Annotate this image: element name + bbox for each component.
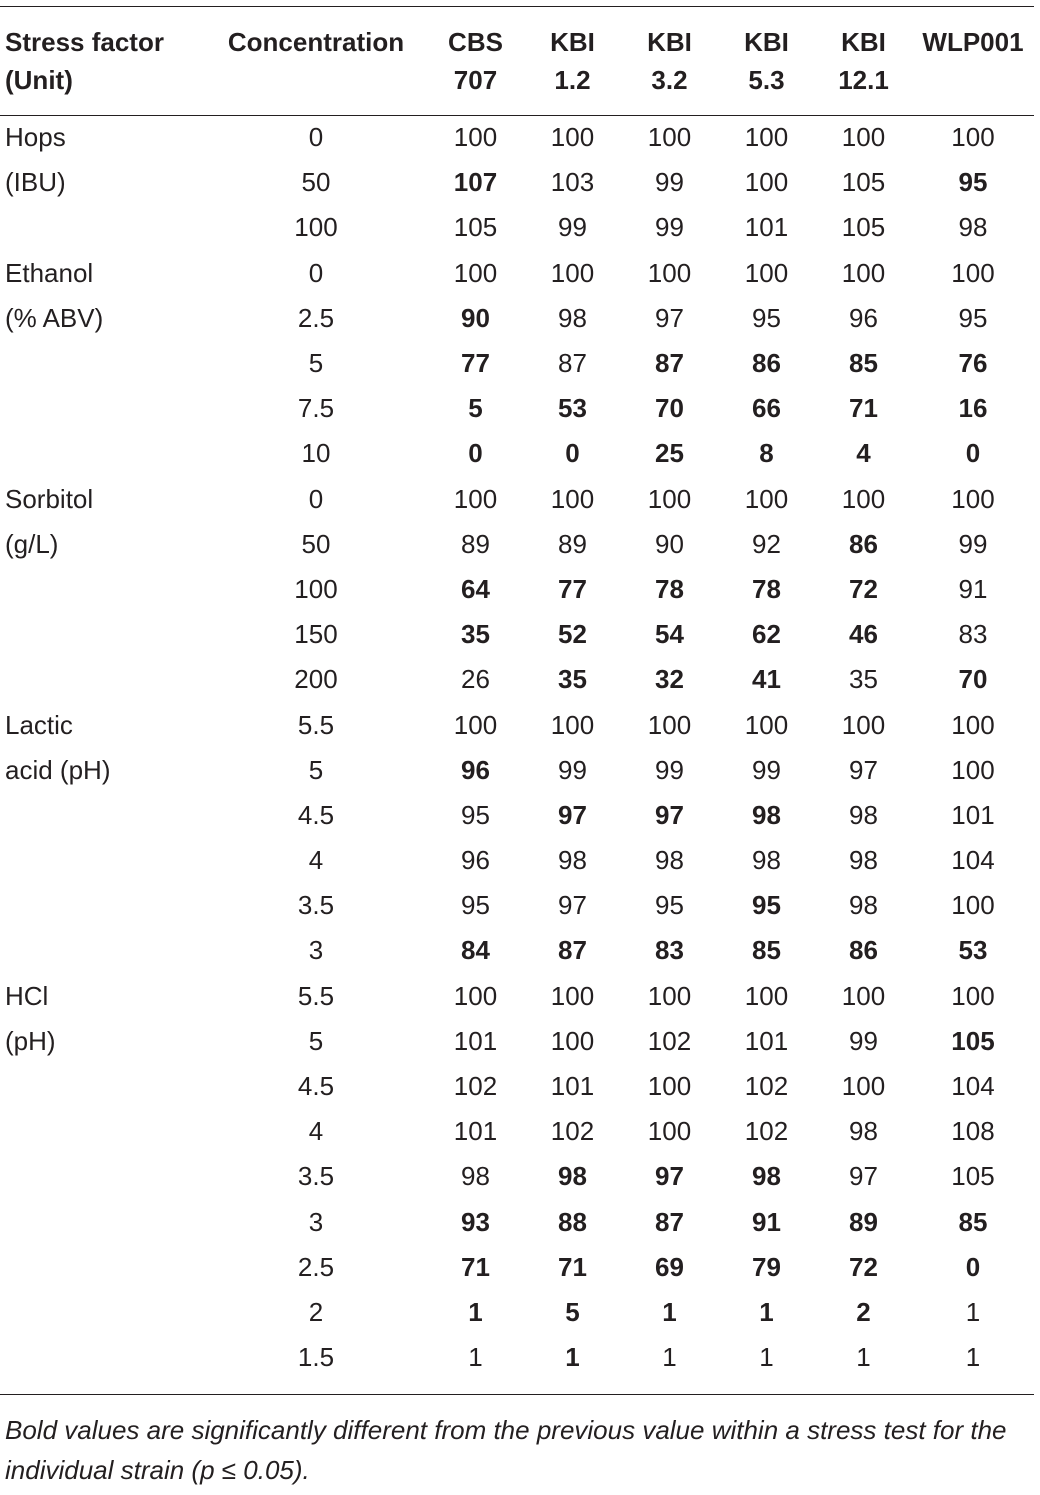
- stress-factor-cell: [0, 1290, 205, 1335]
- value-cell: 71: [558, 1251, 587, 1282]
- value-cell: 4: [856, 438, 871, 469]
- value-cell: 100: [841, 122, 886, 153]
- column-header: [912, 6, 1034, 115]
- value-cell: 95: [752, 302, 781, 333]
- value-cell: 99: [655, 167, 684, 198]
- table-row: [0, 341, 1034, 386]
- value-cell: 89: [849, 1206, 878, 1237]
- value-cell: 1: [965, 1342, 981, 1373]
- value-cell: 32: [655, 664, 684, 695]
- concentration-cell: 7.5: [297, 393, 335, 424]
- value-cell: 102: [453, 1071, 498, 1102]
- value-cell: 1: [759, 1296, 774, 1327]
- stress-factor-cell: [0, 567, 205, 612]
- table-row: [0, 1154, 1034, 1199]
- stress-table: [0, 6, 1034, 1380]
- column-header: [718, 6, 815, 115]
- stress-factor-cell: Hops: [5, 122, 66, 153]
- header-line: (Unit): [5, 65, 73, 95]
- value-cell: 100: [647, 1116, 692, 1147]
- column-header: [0, 6, 205, 115]
- value-cell: 98: [958, 212, 988, 243]
- value-cell: 78: [655, 573, 684, 604]
- concentration-cell: 50: [301, 167, 331, 198]
- table-row: [0, 522, 1034, 567]
- value-cell: 96: [849, 302, 878, 333]
- concentration-cell: 4: [308, 845, 324, 876]
- value-cell: 16: [958, 393, 988, 424]
- value-cell: 86: [849, 528, 878, 559]
- value-cell: 100: [453, 122, 498, 153]
- value-cell: 104: [951, 845, 995, 876]
- value-cell: 87: [558, 935, 587, 966]
- value-cell: 64: [461, 573, 490, 604]
- table-row: [0, 251, 1034, 296]
- header-line: 1.2: [554, 65, 591, 95]
- value-cell: 87: [558, 348, 587, 379]
- concentration-cell: 5: [308, 348, 324, 379]
- table-row: [0, 205, 1034, 250]
- stress-factor-cell: [0, 1064, 205, 1109]
- value-cell: 1: [856, 1342, 871, 1373]
- value-cell: 70: [655, 393, 684, 424]
- value-cell: 108: [951, 1116, 995, 1147]
- concentration-cell: 4: [308, 1116, 324, 1147]
- value-cell: 97: [849, 1161, 878, 1192]
- concentration-cell: 100: [294, 212, 338, 243]
- stress-factor-cell: (IBU): [5, 167, 66, 198]
- value-cell: 100: [744, 709, 789, 740]
- value-cell: 1: [965, 1296, 981, 1327]
- table-row: [0, 883, 1034, 928]
- value-cell: 100: [841, 483, 886, 514]
- value-cell: 101: [744, 212, 789, 243]
- table-row: [0, 477, 1034, 522]
- value-cell: 35: [461, 619, 490, 650]
- value-cell: 100: [841, 1071, 886, 1102]
- value-cell: 102: [647, 1025, 692, 1056]
- value-cell: 98: [558, 1161, 587, 1192]
- value-cell: 105: [841, 167, 886, 198]
- header-line: Stress factor: [5, 27, 164, 57]
- concentration-cell: 2.5: [297, 302, 335, 333]
- value-cell: 95: [655, 890, 684, 921]
- value-cell: 41: [752, 664, 781, 695]
- value-cell: 25: [655, 438, 684, 469]
- value-cell: 100: [744, 483, 789, 514]
- header-line: KBI: [841, 27, 886, 57]
- stress-factor-cell: [0, 612, 205, 657]
- header-row: [0, 6, 1034, 115]
- concentration-cell: 3: [308, 935, 324, 966]
- value-cell: 54: [655, 619, 684, 650]
- value-cell: 99: [558, 212, 587, 243]
- value-cell: 96: [461, 845, 490, 876]
- value-cell: 1: [759, 1342, 774, 1373]
- stress-factor-cell: acid (pH): [5, 754, 111, 785]
- value-cell: 101: [453, 1025, 498, 1056]
- value-cell: 87: [655, 348, 684, 379]
- value-cell: 77: [461, 348, 490, 379]
- table-row: [0, 838, 1034, 883]
- value-cell: 89: [558, 528, 587, 559]
- value-cell: 98: [849, 845, 878, 876]
- value-cell: 102: [744, 1116, 789, 1147]
- value-cell: 100: [550, 709, 595, 740]
- value-cell: 99: [958, 528, 988, 559]
- header-line: Concentration: [227, 27, 405, 57]
- value-cell: 90: [655, 528, 684, 559]
- value-cell: 76: [958, 348, 988, 379]
- concentration-cell: 5.5: [297, 709, 335, 740]
- table-row: [0, 928, 1034, 973]
- value-cell: 0: [565, 438, 580, 469]
- concentration-cell: 50: [301, 528, 331, 559]
- value-cell: 97: [558, 890, 587, 921]
- stress-factor-cell: [0, 657, 205, 702]
- value-cell: 70: [958, 664, 988, 695]
- value-cell: 78: [752, 573, 781, 604]
- value-cell: 100: [951, 754, 995, 785]
- stress-factor-cell: [0, 431, 205, 476]
- concentration-cell: 150: [294, 619, 338, 650]
- value-cell: 100: [951, 980, 995, 1011]
- bottom-rule: [0, 1394, 1034, 1395]
- value-cell: 98: [558, 845, 587, 876]
- value-cell: 97: [849, 754, 878, 785]
- stress-factor-cell: [0, 928, 205, 973]
- value-cell: 87: [655, 1206, 684, 1237]
- value-cell: 100: [550, 980, 595, 1011]
- value-cell: 92: [752, 528, 781, 559]
- value-cell: 0: [965, 1251, 981, 1282]
- concentration-cell: 0: [308, 483, 324, 514]
- header-line: KBI: [744, 27, 789, 57]
- value-cell: 100: [951, 257, 995, 288]
- table-row: [0, 1109, 1034, 1154]
- value-cell: 100: [951, 709, 995, 740]
- value-cell: 100: [744, 122, 789, 153]
- value-cell: 1: [565, 1342, 580, 1373]
- concentration-cell: 3: [308, 1206, 324, 1237]
- value-cell: 0: [965, 438, 981, 469]
- value-cell: 98: [752, 799, 781, 830]
- value-cell: 98: [558, 302, 587, 333]
- value-cell: 100: [453, 980, 498, 1011]
- value-cell: 46: [849, 619, 878, 650]
- column-header: [524, 6, 621, 115]
- value-cell: 69: [655, 1251, 684, 1282]
- table-row: [0, 1064, 1034, 1109]
- value-cell: 101: [744, 1025, 789, 1056]
- stress-factor-cell: [0, 838, 205, 883]
- concentration-cell: 1.5: [297, 1342, 335, 1373]
- value-cell: 77: [558, 573, 587, 604]
- value-cell: 53: [958, 935, 988, 966]
- value-cell: 35: [558, 664, 587, 695]
- value-cell: 97: [558, 799, 587, 830]
- value-cell: 100: [841, 709, 886, 740]
- value-cell: 100: [453, 483, 498, 514]
- value-cell: 100: [744, 167, 789, 198]
- value-cell: 86: [849, 935, 878, 966]
- value-cell: 100: [647, 122, 692, 153]
- value-cell: 88: [558, 1206, 587, 1237]
- table-body: [0, 115, 1034, 1380]
- value-cell: 90: [461, 302, 490, 333]
- stress-factor-cell: HCl: [5, 980, 49, 1011]
- value-cell: 99: [752, 754, 781, 785]
- header-line: KBI: [550, 27, 595, 57]
- value-cell: 91: [752, 1206, 781, 1237]
- concentration-cell: 4.5: [297, 799, 335, 830]
- value-cell: 100: [951, 890, 995, 921]
- stress-factor-cell: (pH): [5, 1025, 56, 1056]
- column-header: [205, 6, 427, 115]
- concentration-cell: 5.5: [297, 980, 335, 1011]
- value-cell: 105: [951, 1161, 995, 1192]
- value-cell: 85: [958, 1206, 988, 1237]
- value-cell: 97: [655, 1161, 684, 1192]
- value-cell: 100: [951, 483, 995, 514]
- concentration-cell: 3.5: [297, 890, 335, 921]
- value-cell: 5: [565, 1296, 580, 1327]
- stress-factor-cell: [0, 1335, 205, 1380]
- value-cell: 95: [752, 890, 781, 921]
- value-cell: 104: [951, 1071, 995, 1102]
- value-cell: 100: [550, 257, 595, 288]
- value-cell: 53: [558, 393, 587, 424]
- value-cell: 101: [951, 799, 995, 830]
- concentration-cell: 0: [308, 257, 324, 288]
- value-cell: 105: [841, 212, 886, 243]
- concentration-cell: 4.5: [297, 1071, 335, 1102]
- value-cell: 97: [655, 302, 684, 333]
- table-row: [0, 1290, 1034, 1335]
- value-cell: 98: [849, 890, 878, 921]
- value-cell: 103: [550, 167, 595, 198]
- value-cell: 100: [550, 122, 595, 153]
- value-cell: 100: [647, 709, 692, 740]
- stress-factor-cell: [0, 793, 205, 838]
- value-cell: 95: [958, 302, 988, 333]
- header-line: 707: [453, 65, 498, 95]
- value-cell: 79: [752, 1251, 781, 1282]
- concentration-cell: 10: [301, 438, 331, 469]
- concentration-cell: 200: [294, 664, 338, 695]
- value-cell: 100: [550, 1025, 595, 1056]
- value-cell: 100: [647, 483, 692, 514]
- value-cell: 2: [856, 1296, 871, 1327]
- concentration-cell: 100: [294, 573, 338, 604]
- value-cell: 101: [453, 1116, 498, 1147]
- value-cell: 98: [752, 845, 781, 876]
- value-cell: 95: [461, 890, 490, 921]
- value-cell: 1: [468, 1342, 483, 1373]
- header-line: 3.2: [651, 65, 688, 95]
- column-header: [815, 6, 912, 115]
- stress-factor-cell: [0, 1154, 205, 1199]
- value-cell: 91: [958, 573, 988, 604]
- table-row: [0, 1245, 1034, 1290]
- table-row: [0, 386, 1034, 431]
- value-cell: 0: [468, 438, 483, 469]
- value-cell: 26: [461, 664, 490, 695]
- stress-factor-cell: [0, 1245, 205, 1290]
- table-row: [0, 1200, 1034, 1245]
- value-cell: 100: [951, 122, 995, 153]
- value-cell: 100: [647, 980, 692, 1011]
- value-cell: 71: [461, 1251, 490, 1282]
- value-cell: 1: [662, 1296, 677, 1327]
- header-line: CBS: [448, 27, 503, 57]
- column-header: [621, 6, 718, 115]
- stress-factor-cell: [0, 205, 205, 250]
- value-cell: 66: [752, 393, 781, 424]
- value-cell: 97: [655, 799, 684, 830]
- value-cell: 95: [461, 799, 490, 830]
- value-cell: 35: [849, 664, 878, 695]
- value-cell: 84: [461, 935, 490, 966]
- value-cell: 100: [647, 1071, 692, 1102]
- value-cell: 99: [558, 754, 587, 785]
- table-row: [0, 115, 1034, 160]
- table-row: [0, 612, 1034, 657]
- value-cell: 99: [849, 1025, 878, 1056]
- value-cell: 8: [759, 438, 774, 469]
- value-cell: 99: [655, 754, 684, 785]
- value-cell: 71: [849, 393, 878, 424]
- stress-factor-cell: [0, 883, 205, 928]
- value-cell: 102: [550, 1116, 595, 1147]
- value-cell: 100: [841, 257, 886, 288]
- stress-factor-cell: Lactic: [5, 709, 73, 740]
- stress-factor-cell: [0, 1200, 205, 1245]
- value-cell: 99: [655, 212, 684, 243]
- header-line: 5.3: [748, 65, 785, 95]
- concentration-cell: 2: [308, 1296, 324, 1327]
- table-row: [0, 1019, 1034, 1064]
- value-cell: 1: [662, 1342, 677, 1373]
- value-cell: 93: [461, 1206, 490, 1237]
- concentration-cell: 0: [308, 122, 324, 153]
- value-cell: 1: [468, 1296, 483, 1327]
- header-line: WLP001: [922, 27, 1024, 57]
- value-cell: 105: [951, 1025, 995, 1056]
- value-cell: 98: [849, 799, 878, 830]
- stress-factor-cell: (g/L): [5, 528, 59, 559]
- footnote: Bold values are significantly different from the previous value within a stress test for the individual strain (p ≤ 0.05).: [5, 1415, 1007, 1485]
- value-cell: 96: [461, 754, 490, 785]
- stress-factor-cell: [0, 341, 205, 386]
- value-cell: 52: [558, 619, 587, 650]
- table-row: [0, 567, 1034, 612]
- concentration-cell: 3.5: [297, 1161, 335, 1192]
- stress-factor-cell: Sorbitol: [5, 483, 94, 514]
- value-cell: 100: [453, 709, 498, 740]
- value-cell: 85: [752, 935, 781, 966]
- value-cell: 98: [655, 845, 684, 876]
- value-cell: 83: [958, 619, 988, 650]
- table-row: [0, 974, 1034, 1019]
- concentration-cell: 5: [308, 1025, 324, 1056]
- header-line: 12.1: [838, 65, 889, 95]
- table-row: [0, 160, 1034, 205]
- value-cell: 98: [461, 1161, 490, 1192]
- stress-factor-cell: Ethanol: [5, 257, 94, 288]
- value-cell: 72: [849, 1251, 878, 1282]
- concentration-cell: 2.5: [297, 1251, 335, 1282]
- value-cell: 85: [849, 348, 878, 379]
- table-row: [0, 296, 1034, 341]
- value-cell: 107: [453, 167, 498, 198]
- value-cell: 100: [550, 483, 595, 514]
- table-row: [0, 1335, 1034, 1380]
- value-cell: 100: [453, 257, 498, 288]
- stress-factor-cell: (% ABV): [5, 302, 104, 333]
- value-cell: 100: [647, 257, 692, 288]
- value-cell: 100: [744, 980, 789, 1011]
- table-row: [0, 431, 1034, 476]
- value-cell: 98: [849, 1116, 878, 1147]
- header-line: KBI: [647, 27, 692, 57]
- stress-factor-cell: [0, 1109, 205, 1154]
- column-header: [427, 6, 524, 115]
- value-cell: 86: [752, 348, 781, 379]
- stress-factor-cell: [0, 386, 205, 431]
- value-cell: 98: [752, 1161, 781, 1192]
- table-row: [0, 657, 1034, 702]
- value-cell: 83: [655, 935, 684, 966]
- table-row: [0, 748, 1034, 793]
- value-cell: 102: [744, 1071, 789, 1102]
- table-row: [0, 702, 1034, 747]
- value-cell: 105: [453, 212, 498, 243]
- value-cell: 62: [752, 619, 781, 650]
- value-cell: 89: [461, 528, 490, 559]
- value-cell: 72: [849, 573, 878, 604]
- value-cell: 5: [468, 393, 483, 424]
- value-cell: 100: [744, 257, 789, 288]
- table-row: [0, 793, 1034, 838]
- value-cell: 95: [958, 167, 988, 198]
- concentration-cell: 5: [308, 754, 324, 785]
- value-cell: 100: [841, 980, 886, 1011]
- value-cell: 101: [550, 1071, 595, 1102]
